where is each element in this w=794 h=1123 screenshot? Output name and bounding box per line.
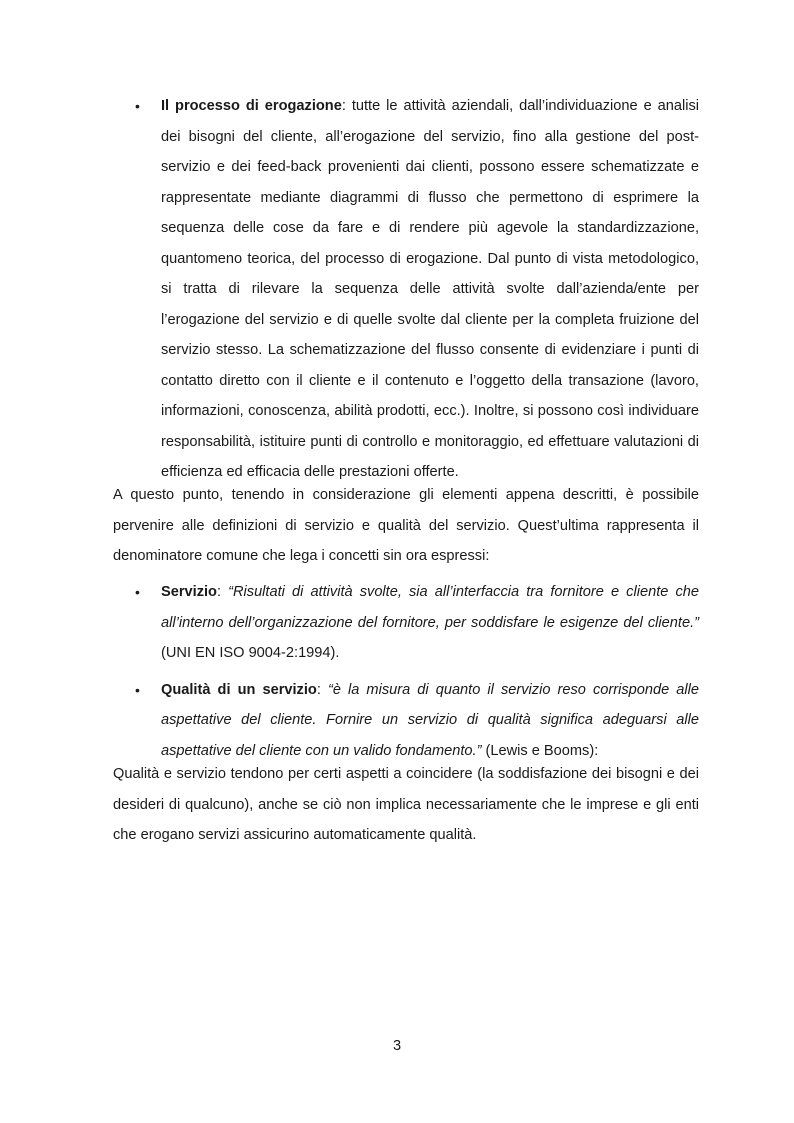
citation-source: (UNI EN ISO 9004-2:1994). xyxy=(161,645,340,661)
list-item xyxy=(113,675,699,767)
term-colon: : xyxy=(316,681,328,698)
definition-quote: “Risultati di attività svolte, sia all’interfaccia tra fornitore e cliente che all’interno dell’organizzazione del fornitore, per soddisfare le esigenze del cliente.” xyxy=(161,584,700,631)
term-label: Qualità di un servizio xyxy=(161,681,317,698)
citation-source: (Lewis e Booms): xyxy=(481,742,599,759)
item-description: : tutte le attività aziendali, dall’individuazione e analisi dei bisogni del cliente, all’erogazione del servizio, fino alla gestione del post-servizio e dei feed-back provenienti dai clienti, possono essere schematizzate e rappresentate mediante diagrammi di flusso che permettono di esprimere la sequenza delle cose da fare e di rendere più agevole la standardizzazione, quantomeno teorica, del processo di erogazione. Dal punto di vista metodologico, si tratta di rilevare la sequenza delle attività svolte dall’azienda/ente per l’erogazione del servizio e di quelle svolte dal cliente per la completa fruizione del servizio stesso. La schematizzazione del flusso consente di evidenziare i punti di contatto diretto con il cliente e il contenuto e l’oggetto della transazione (lavoro, informazioni, conoscenza, abilità prodotti, ecc.). Inoltre, si possono così individuare responsabilità, istituire punti di controllo e monitoraggio, ed effettuare valutazioni di efficienza ed efficacia delle prestazioni offerte. xyxy=(161,98,699,480)
bullet-icon: • xyxy=(135,681,140,698)
definition-quote: “è la misura di quanto il servizio reso corrisponde alle aspettative del cliente. Fornire un servizio di qualità significa adeguarsi alle aspettative del cliente con un valido fondamento.” xyxy=(161,681,699,759)
term-label: Il processo di erogazione xyxy=(161,98,342,114)
process-bullet-list xyxy=(113,91,699,488)
page-number: 3 xyxy=(392,1038,402,1054)
bullet-icon: • xyxy=(135,584,140,600)
list-item xyxy=(113,91,699,488)
bullet-icon: • xyxy=(135,98,140,114)
intro-paragraph: A questo punto, tenendo in considerazione gli elementi appena descritti, è possibile pervenire alle definizioni di servizio e qualità del servizio. Quest’ultima rappresenta il denominatore comune che lega i concetti sin ora espressi: xyxy=(113,487,699,564)
term-colon: : xyxy=(216,584,229,600)
list-item xyxy=(113,577,699,669)
conclusion-paragraph: Qualità e servizio tendono per certi aspetti a coincidere (la soddisfazione dei bisogni e dei desideri di qualcuno), anche se ciò non implica necessariamente che le imprese e gli enti che erogano servizi assicurino automaticamente qualità. xyxy=(113,766,699,843)
definitions-bullet-list xyxy=(113,577,699,766)
term-label: Servizio xyxy=(161,584,217,600)
